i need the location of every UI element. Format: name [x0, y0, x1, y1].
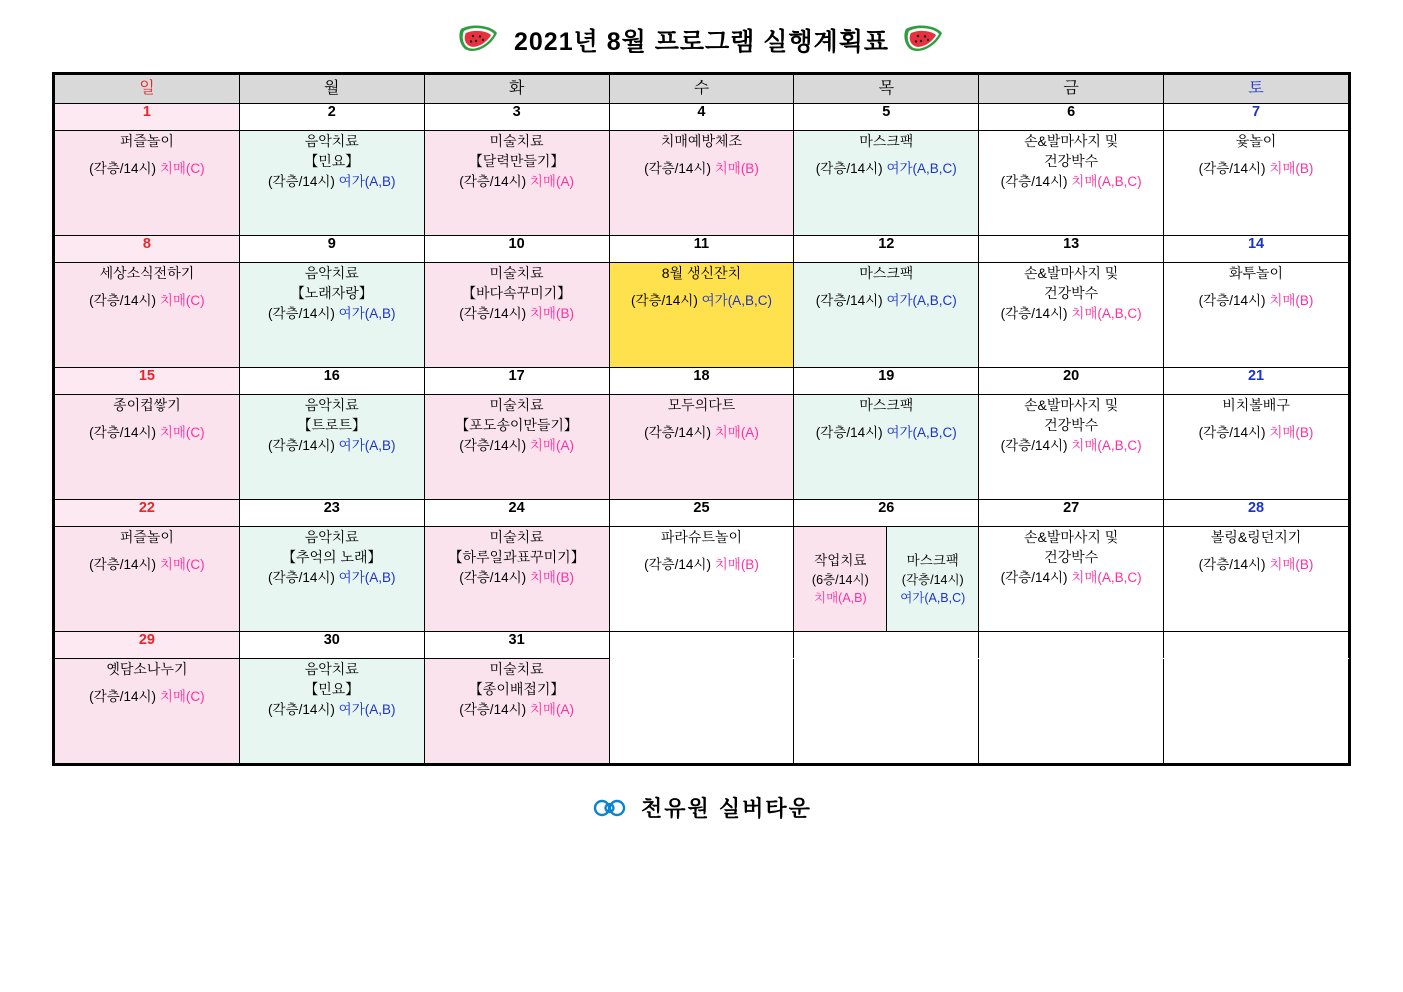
spacer — [55, 547, 239, 555]
event-tag: 치매(B) — [1269, 557, 1314, 573]
event-cell[interactable] — [239, 131, 424, 236]
event-title: 미술치료 — [489, 133, 544, 149]
date-row — [55, 500, 1349, 527]
event-meta — [240, 568, 424, 588]
event-title: 볼링&링던지기 — [1210, 529, 1302, 545]
split-event-container — [794, 527, 978, 631]
event-subtitle: 【바다속꾸미기】 — [462, 285, 572, 302]
event-tag: 치매(B) — [1269, 293, 1314, 309]
event-tag: 치매(A,B,C) — [1071, 305, 1142, 321]
event-time: (각층/14시) — [1000, 437, 1068, 453]
event-cell[interactable] — [609, 131, 794, 236]
event-title: 마스크팩 — [859, 397, 914, 413]
event-time: (각층/14시) — [644, 557, 711, 573]
event-cell[interactable] — [1164, 527, 1349, 632]
event-tag: 치매(B) — [1269, 161, 1314, 177]
event-meta — [1164, 291, 1348, 311]
date-number-cell: 2 — [239, 104, 424, 131]
event-subtitle: 【포도송이만들기】 — [455, 417, 578, 434]
weekday-label: 금 — [1063, 80, 1079, 97]
event-cell[interactable] — [979, 131, 1164, 236]
event-time: (각층/14시) — [1198, 557, 1266, 573]
event-meta — [979, 568, 1163, 588]
event-cell — [794, 659, 979, 764]
weekday-header-row — [55, 75, 1349, 104]
calendar-body — [55, 104, 1349, 764]
weekday-header-1 — [239, 75, 424, 104]
date-number-cell: 17 — [424, 368, 609, 395]
event-title: 손&발마사지 및 — [1023, 265, 1119, 281]
spacer — [55, 283, 239, 291]
event-cell[interactable] — [609, 527, 794, 632]
event-time: (각층/14시) — [89, 557, 157, 573]
date-number-cell: 26 — [794, 500, 979, 527]
date-number-cell: 3 — [424, 104, 609, 131]
spacer — [610, 151, 794, 159]
event-meta — [240, 700, 424, 720]
event-meta — [425, 172, 609, 192]
calendar-table — [54, 74, 1349, 764]
date-number-cell: 24 — [424, 500, 609, 527]
date-number-cell: 4 — [609, 104, 794, 131]
event-cell[interactable] — [55, 263, 240, 368]
event-title: 옛담소나누기 — [106, 661, 188, 677]
date-number-cell: 16 — [239, 368, 424, 395]
event-cell[interactable] — [794, 131, 979, 236]
event-title: 손&발마사지 및 — [1023, 397, 1119, 413]
event-title: 윷놀이 — [1235, 133, 1277, 149]
footer-text: 천유원 실버타운 — [641, 796, 812, 821]
date-number-cell: 21 — [1164, 368, 1349, 395]
event-cell[interactable] — [609, 263, 794, 368]
spacer — [55, 679, 239, 687]
event-subtitle: 【민요】 — [304, 681, 360, 698]
event-time: (각층/14시) — [815, 425, 883, 441]
date-number-cell: 29 — [55, 632, 240, 659]
event-row — [55, 395, 1349, 500]
spacer — [610, 547, 794, 555]
event-row — [55, 527, 1349, 632]
event-subtitle: 【달력만들기】 — [468, 153, 565, 170]
spacer — [794, 283, 978, 291]
event-cell[interactable] — [794, 395, 979, 500]
date-number-cell: 15 — [55, 368, 240, 395]
event-meta — [979, 172, 1163, 192]
event-tag: 치매(B) — [714, 557, 759, 573]
event-tag: 치매(B) — [714, 161, 759, 177]
event-meta — [610, 159, 794, 179]
date-number-cell: 22 — [55, 500, 240, 527]
footer — [0, 792, 1403, 823]
event-tag: 여가(A,B) — [338, 437, 396, 453]
event-meta — [425, 700, 609, 720]
event-title: 미술치료 — [489, 529, 544, 545]
event-time: (각층/14시) — [459, 305, 527, 321]
spacer — [794, 415, 978, 423]
weekday-header-0 — [55, 75, 240, 104]
event-time: (각층/14시) — [1198, 425, 1266, 441]
date-row — [55, 368, 1349, 395]
event-meta — [1164, 423, 1348, 443]
event-time: (각층/14시) — [1000, 173, 1068, 189]
event-tag: 치매(C) — [159, 689, 205, 705]
date-number-cell — [979, 632, 1164, 659]
spacer — [55, 151, 239, 159]
spacer — [610, 283, 794, 291]
event-row — [55, 659, 1349, 764]
spacer — [1164, 151, 1348, 159]
weekday-header-6 — [1164, 75, 1349, 104]
event-cell[interactable] — [424, 395, 609, 500]
spacer — [1164, 547, 1348, 555]
event-subtitle: 【하루일과표꾸미기】 — [448, 549, 585, 566]
event-time: (6층/14시) — [811, 572, 869, 587]
event-cell[interactable] — [424, 659, 609, 764]
event-title: 모두의다트 — [667, 397, 736, 413]
event-time: (각층/14시) — [644, 161, 711, 177]
spacer — [794, 151, 978, 159]
date-row — [55, 104, 1349, 131]
event-time: (각층/14시) — [268, 701, 335, 717]
spacer — [1164, 283, 1348, 291]
event-cell[interactable] — [979, 527, 1164, 632]
event-meta — [610, 423, 794, 443]
event-time: (각층/14시) — [1198, 161, 1266, 177]
event-meta — [610, 555, 794, 575]
event-cell[interactable] — [424, 527, 609, 632]
event-cell[interactable] — [794, 263, 979, 368]
event-tag: 치매(A,B,C) — [1071, 173, 1142, 189]
calendar-table-wrap — [52, 72, 1351, 766]
event-row — [55, 263, 1349, 368]
event-title: 마스크팩 — [859, 265, 914, 281]
event-title: 음악치료 — [304, 265, 359, 281]
spacer — [55, 415, 239, 423]
event-title: 손&발마사지 및 — [1023, 529, 1119, 545]
event-title: 음악치료 — [304, 529, 359, 545]
event-title: 종이컵쌓기 — [113, 397, 181, 413]
watermelon-icon — [458, 25, 500, 55]
event-time: (각층/14시) — [89, 689, 157, 705]
event-tag: 여가(A,B) — [338, 701, 396, 717]
event-meta — [425, 436, 609, 456]
weekday-header-2 — [424, 75, 609, 104]
event-time: (각층/14시) — [459, 437, 527, 453]
event-time: (각층/14시) — [459, 569, 527, 585]
event-meta — [794, 423, 978, 443]
event-meta — [240, 436, 424, 456]
event-time: (각층/14시) — [644, 425, 711, 441]
event-tag: 치매(A,B,C) — [1071, 569, 1142, 585]
date-number-cell: 5 — [794, 104, 979, 131]
event-title: 파라슈트놀이 — [660, 529, 743, 545]
event-cell[interactable] — [239, 527, 424, 632]
event-tag: 치매(B) — [529, 569, 574, 585]
event-time: (각층/14시) — [815, 293, 883, 309]
date-number-cell: 10 — [424, 236, 609, 263]
event-time: (각층/14시) — [1000, 305, 1068, 321]
date-number-cell: 13 — [979, 236, 1164, 263]
event-time: (각층/14시) — [268, 569, 335, 585]
weekday-label: 일 — [139, 80, 155, 97]
event-tag: 여가(A,B,C) — [900, 590, 966, 605]
weekday-label: 화 — [508, 80, 525, 97]
weekday-label: 수 — [693, 80, 710, 97]
event-time: (각층/14시) — [268, 173, 335, 189]
date-number-cell: 18 — [609, 368, 794, 395]
event-meta — [794, 159, 978, 179]
spacer — [610, 415, 794, 423]
event-tag: 치매(C) — [159, 557, 205, 573]
event-cell[interactable] — [239, 263, 424, 368]
event-title: 세상소식전하기 — [99, 265, 195, 281]
event-time: (각층/14시) — [815, 161, 883, 177]
event-left[interactable] — [794, 527, 886, 631]
event-time: (각층/14시) — [1000, 569, 1068, 585]
weekday-header-3 — [609, 75, 794, 104]
event-row — [55, 131, 1349, 236]
event-cell[interactable] — [424, 131, 609, 236]
event-title: 미술치료 — [489, 661, 544, 677]
event-cell — [1164, 659, 1349, 764]
event-title: 마스크팩 — [906, 553, 959, 569]
event-cell[interactable] — [1164, 395, 1349, 500]
event-meta — [55, 423, 239, 443]
event-cell[interactable] — [55, 131, 240, 236]
event-title: 화투놀이 — [1228, 265, 1284, 281]
event-title: 퍼즐놀이 — [119, 529, 174, 545]
event-tag: 치매(A) — [529, 701, 574, 717]
event-time: (각층/14시) — [89, 293, 157, 309]
spacer — [1164, 415, 1348, 423]
date-number-cell: 14 — [1164, 236, 1349, 263]
event-title: 손&발마사지 및 — [1023, 133, 1119, 149]
event-cell[interactable] — [55, 395, 240, 500]
date-number-cell: 23 — [239, 500, 424, 527]
event-time: (각층/14시) — [89, 161, 157, 177]
event-subtitle: 【민요】 — [304, 153, 360, 170]
event-title: 마스크팩 — [859, 133, 914, 149]
date-number-cell: 12 — [794, 236, 979, 263]
date-number-cell: 25 — [609, 500, 794, 527]
watermelon-icon — [903, 25, 945, 55]
event-tag: 치매(A) — [529, 437, 574, 453]
date-number-cell: 30 — [239, 632, 424, 659]
weekday-header-5 — [979, 75, 1164, 104]
event-tag: 치매(A) — [529, 173, 574, 189]
event-cell[interactable] — [609, 395, 794, 500]
event-time: (각층/14시) — [630, 293, 698, 309]
date-number-cell: 11 — [609, 236, 794, 263]
event-tag: 치매(B) — [1269, 425, 1314, 441]
event-tag: 여가(A,B,C) — [701, 293, 772, 309]
event-time: (각층/14시) — [89, 425, 157, 441]
date-number-cell: 31 — [424, 632, 609, 659]
event-meta — [979, 304, 1163, 324]
date-number-cell: 27 — [979, 500, 1164, 527]
event-right[interactable] — [886, 527, 978, 631]
infinity-logo-icon — [591, 796, 631, 820]
date-number-cell — [794, 632, 979, 659]
date-number-cell: 19 — [794, 368, 979, 395]
event-meta — [240, 304, 424, 324]
weekday-label: 토 — [1248, 80, 1264, 97]
calendar-header — [55, 75, 1349, 104]
event-cell[interactable] — [424, 263, 609, 368]
page-title — [0, 0, 1403, 72]
event-time: (각층/14시) — [459, 173, 527, 189]
weekday-header-4 — [794, 75, 979, 104]
date-number-cell: 1 — [55, 104, 240, 131]
event-subtitle: 【트로트】 — [297, 417, 367, 434]
event-meta — [240, 172, 424, 192]
event-tag: 여가(A,B,C) — [886, 161, 957, 177]
event-cell — [979, 659, 1164, 764]
event-subtitle: 건강박수 — [1044, 549, 1099, 566]
event-subtitle: 건강박수 — [1044, 417, 1099, 434]
date-number-cell — [1164, 632, 1349, 659]
event-tag: 여가(A,B) — [338, 305, 396, 321]
event-tag: 여가(A,B,C) — [886, 425, 957, 441]
event-meta — [55, 555, 239, 575]
event-tag: 치매(C) — [159, 161, 205, 177]
weekday-label: 목 — [878, 80, 895, 97]
event-meta — [55, 687, 239, 707]
event-subtitle: 건강박수 — [1044, 285, 1099, 302]
event-cell[interactable] — [239, 659, 424, 764]
event-time: (각층/14시) — [901, 572, 964, 587]
date-number-cell: 28 — [1164, 500, 1349, 527]
event-meta — [425, 304, 609, 324]
title-text: 2021년 8월 프로그램 실행계획표 — [513, 28, 889, 56]
event-title: 미술치료 — [489, 265, 544, 281]
date-row — [55, 632, 1349, 659]
event-cell[interactable] — [1164, 263, 1349, 368]
event-meta — [1164, 159, 1348, 179]
event-title: 음악치료 — [304, 133, 359, 149]
event-meta — [1164, 555, 1348, 575]
event-time: (각층/14시) — [268, 437, 335, 453]
event-subtitle: 【노래자랑】 — [290, 285, 373, 302]
event-title: 음악치료 — [304, 397, 359, 413]
event-subtitle: 【종이배접기】 — [468, 681, 565, 698]
event-cell[interactable] — [55, 659, 240, 764]
event-title: 퍼즐놀이 — [119, 133, 174, 149]
event-tag: 치매(C) — [159, 425, 205, 441]
event-meta — [425, 568, 609, 588]
date-row — [55, 236, 1349, 263]
event-cell — [609, 659, 794, 764]
event-cell[interactable] — [239, 395, 424, 500]
event-title: 비치볼배구 — [1222, 397, 1290, 413]
date-number-cell: 8 — [55, 236, 240, 263]
event-cell[interactable] — [55, 527, 240, 632]
event-tag: 치매(B) — [529, 305, 574, 321]
event-tag: 여가(A,B) — [338, 173, 396, 189]
event-tag: 여가(A,B,C) — [886, 293, 957, 309]
weekday-label: 월 — [324, 80, 340, 97]
event-title: 치매예방체조 — [660, 133, 743, 149]
event-title: 8월 생신잔치 — [661, 265, 742, 281]
event-time: (각층/14시) — [459, 701, 527, 717]
event-meta — [979, 436, 1163, 456]
date-number-cell: 7 — [1164, 104, 1349, 131]
event-cell[interactable] — [979, 395, 1164, 500]
event-tag: 치매(A,B) — [814, 590, 867, 605]
event-title: 음악치료 — [304, 661, 359, 677]
event-tag: 치매(A,B,C) — [1071, 437, 1142, 453]
event-time: (각층/14시) — [1198, 293, 1266, 309]
event-cell[interactable] — [1164, 131, 1349, 236]
event-cell[interactable] — [979, 263, 1164, 368]
event-tag: 치매(C) — [159, 293, 205, 309]
event-title: 작업치료 — [814, 553, 867, 569]
event-tag: 여가(A,B) — [338, 569, 396, 585]
date-number-cell: 20 — [979, 368, 1164, 395]
event-subtitle: 건강박수 — [1044, 153, 1099, 170]
event-tag: 치매(A) — [714, 425, 759, 441]
event-cell[interactable] — [794, 527, 979, 632]
event-meta — [610, 291, 794, 311]
event-time: (각층/14시) — [268, 305, 335, 321]
event-title: 미술치료 — [489, 397, 544, 413]
event-meta — [55, 159, 239, 179]
date-number-cell: 9 — [239, 236, 424, 263]
date-number-cell: 6 — [979, 104, 1164, 131]
event-meta — [55, 291, 239, 311]
event-meta — [794, 291, 978, 311]
date-number-cell — [609, 632, 794, 659]
event-subtitle: 【추억의 노래】 — [282, 549, 382, 566]
